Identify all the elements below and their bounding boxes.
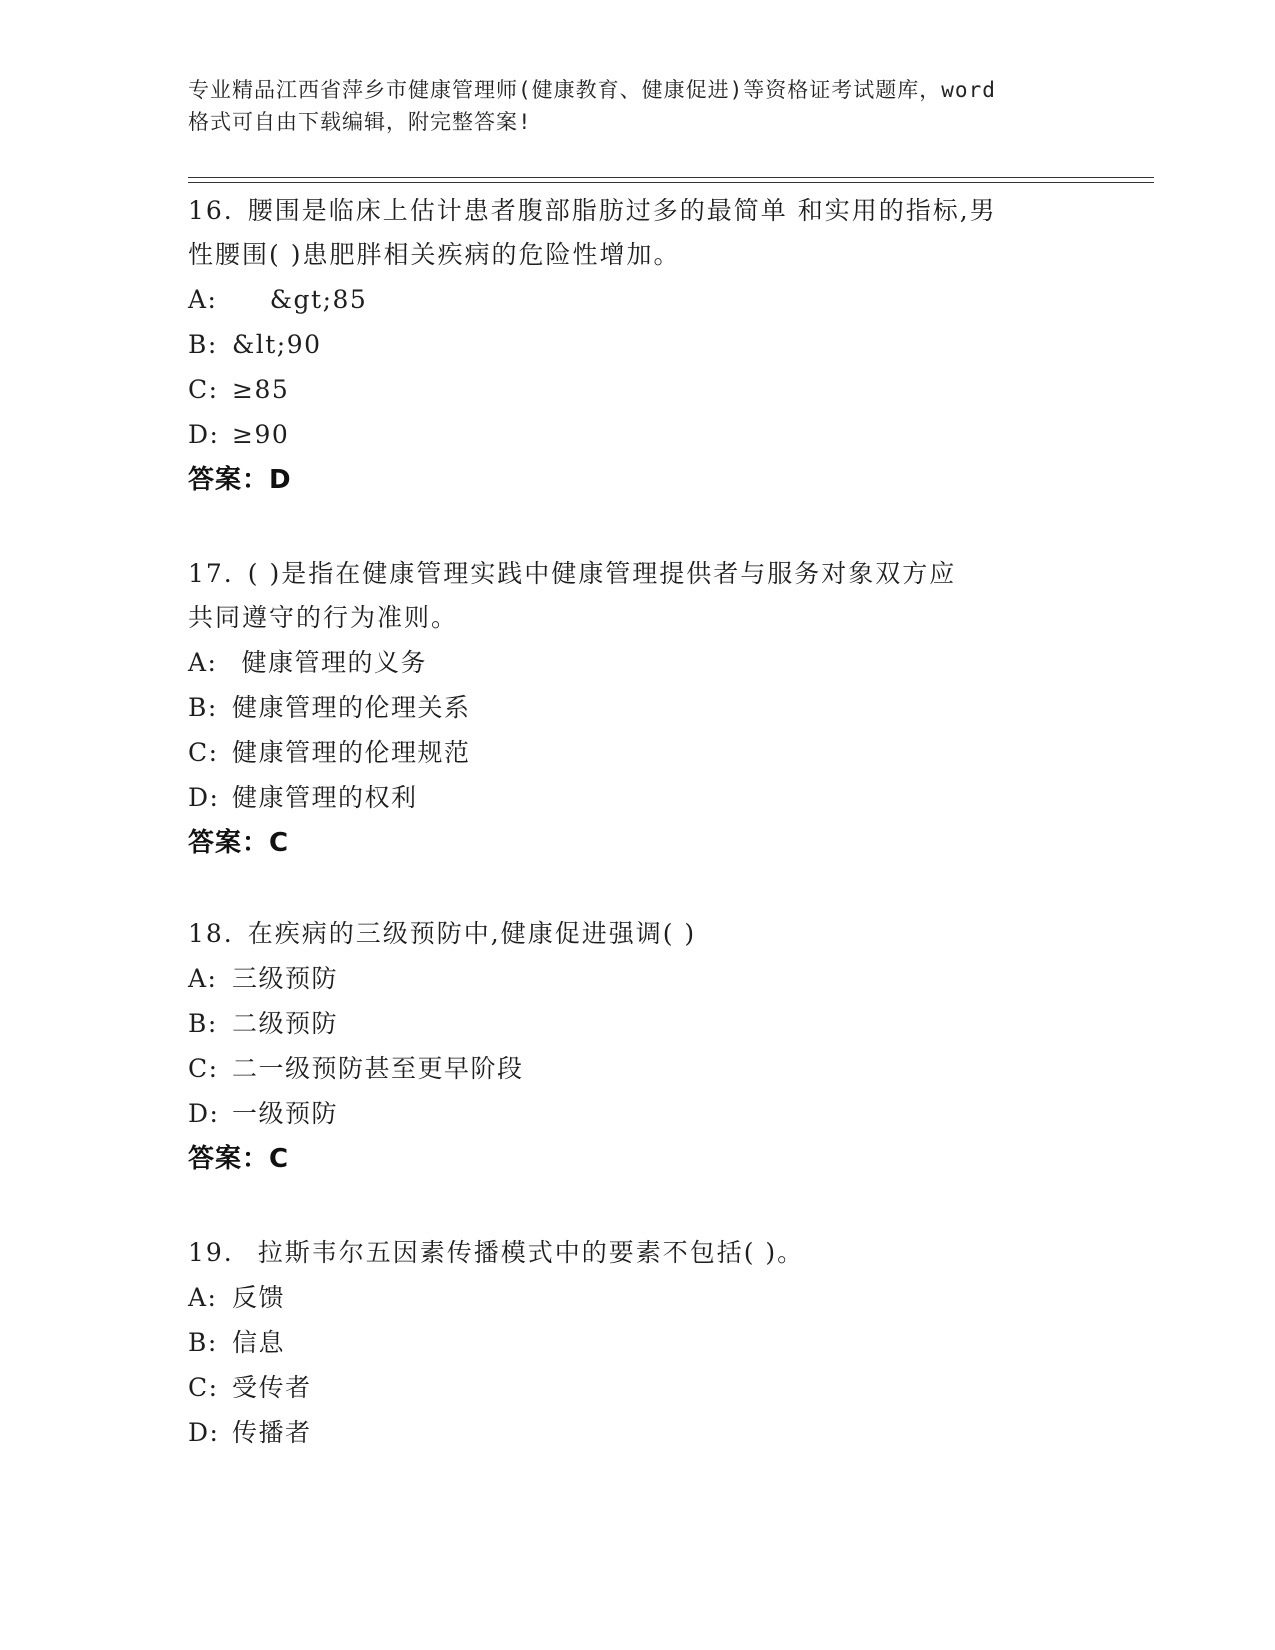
option-text: 健康管理的义务 [232, 648, 427, 677]
option-d [188, 1410, 1108, 1455]
question-stem [188, 1231, 1108, 1275]
option-b [188, 1320, 1108, 1365]
option-a [188, 1275, 1108, 1320]
question-stem-line-2: 共同遵守的行为准则。 [188, 603, 459, 632]
option-c [188, 1365, 1108, 1410]
header-divider-top [188, 177, 1154, 178]
question-number: 18. [188, 919, 234, 948]
option-label: D: [188, 1418, 220, 1447]
question-stem [188, 189, 1108, 277]
header-divider-bottom [188, 182, 1154, 183]
option-label: A: [188, 648, 218, 677]
answer: 答案：C [188, 1144, 290, 1174]
option-label: D: [188, 420, 220, 449]
option-d [188, 1091, 1108, 1136]
option-b [188, 685, 1108, 730]
option-label: C: [188, 1373, 219, 1402]
question-stem [188, 552, 1108, 640]
option-text: 一级预防 [232, 1099, 339, 1128]
question-stem-line-1: ( )是指在健康管理实践中健康管理提供者与服务对象双方应 [247, 559, 957, 588]
option-text: 传播者 [232, 1418, 312, 1447]
option-label: D: [188, 1099, 220, 1128]
question-18 [188, 912, 1108, 1182]
question-16 [188, 189, 1108, 503]
option-label: C: [188, 375, 219, 404]
question-number: 17. [188, 559, 234, 588]
header-line-2: 格式可自由下载编辑，附完整答案! [188, 110, 532, 134]
question-stem-line-2: 性腰围( )患肥胖相关疾病的危险性增加。 [188, 240, 681, 269]
option-label: D: [188, 783, 220, 812]
option-label: A: [188, 964, 218, 993]
question-number: 16. [188, 196, 234, 225]
option-text: &gt;85 [232, 285, 368, 314]
question-stem [188, 912, 1108, 956]
option-c [188, 1046, 1108, 1091]
option-text: 信息 [232, 1328, 286, 1357]
header-line-1: 专业精品江西省萍乡市健康管理师(健康教育、健康促进)等资格证考试题库，word [188, 78, 996, 102]
option-a [188, 277, 1108, 322]
option-text: 二一级预防甚至更早阶段 [232, 1054, 524, 1083]
option-b [188, 1001, 1108, 1046]
option-text: 三级预防 [232, 964, 339, 993]
answer: 答案：C [188, 828, 290, 858]
answer: 答案：D [188, 465, 292, 495]
option-a [188, 640, 1108, 685]
option-text: 二级预防 [232, 1009, 339, 1038]
option-label: B: [188, 693, 218, 722]
question-stem-line-1: 在疾病的三级预防中,健康促进强调( ) [247, 919, 697, 948]
option-b [188, 322, 1108, 367]
option-d [188, 412, 1108, 457]
question-stem-line-1: 拉斯韦尔五因素传播模式中的要素不包括( )。 [247, 1238, 805, 1267]
option-label: C: [188, 738, 219, 767]
option-label: B: [188, 1009, 218, 1038]
question-19 [188, 1231, 1108, 1455]
option-text: &lt;90 [232, 330, 322, 359]
option-text: ≥85 [232, 375, 290, 404]
option-c [188, 367, 1108, 412]
option-text: 健康管理的权利 [232, 783, 418, 812]
option-label: A: [188, 285, 218, 314]
option-text: 健康管理的伦理关系 [232, 693, 471, 722]
option-text: ≥90 [232, 420, 290, 449]
document-header [188, 74, 1088, 138]
option-text: 健康管理的伦理规范 [232, 738, 471, 767]
option-label: C: [188, 1054, 219, 1083]
option-label: A: [188, 1283, 218, 1312]
option-d [188, 775, 1108, 820]
option-c [188, 730, 1108, 775]
question-17 [188, 552, 1108, 866]
option-a [188, 956, 1108, 1001]
option-text: 反馈 [232, 1283, 286, 1312]
option-label: B: [188, 1328, 218, 1357]
option-text: 受传者 [232, 1373, 312, 1402]
question-stem-line-1: 腰围是临床上估计患者腹部脂肪过多的最简单 和实用的指标,男 [247, 196, 997, 225]
option-label: B: [188, 330, 218, 359]
question-number: 19. [188, 1238, 234, 1267]
